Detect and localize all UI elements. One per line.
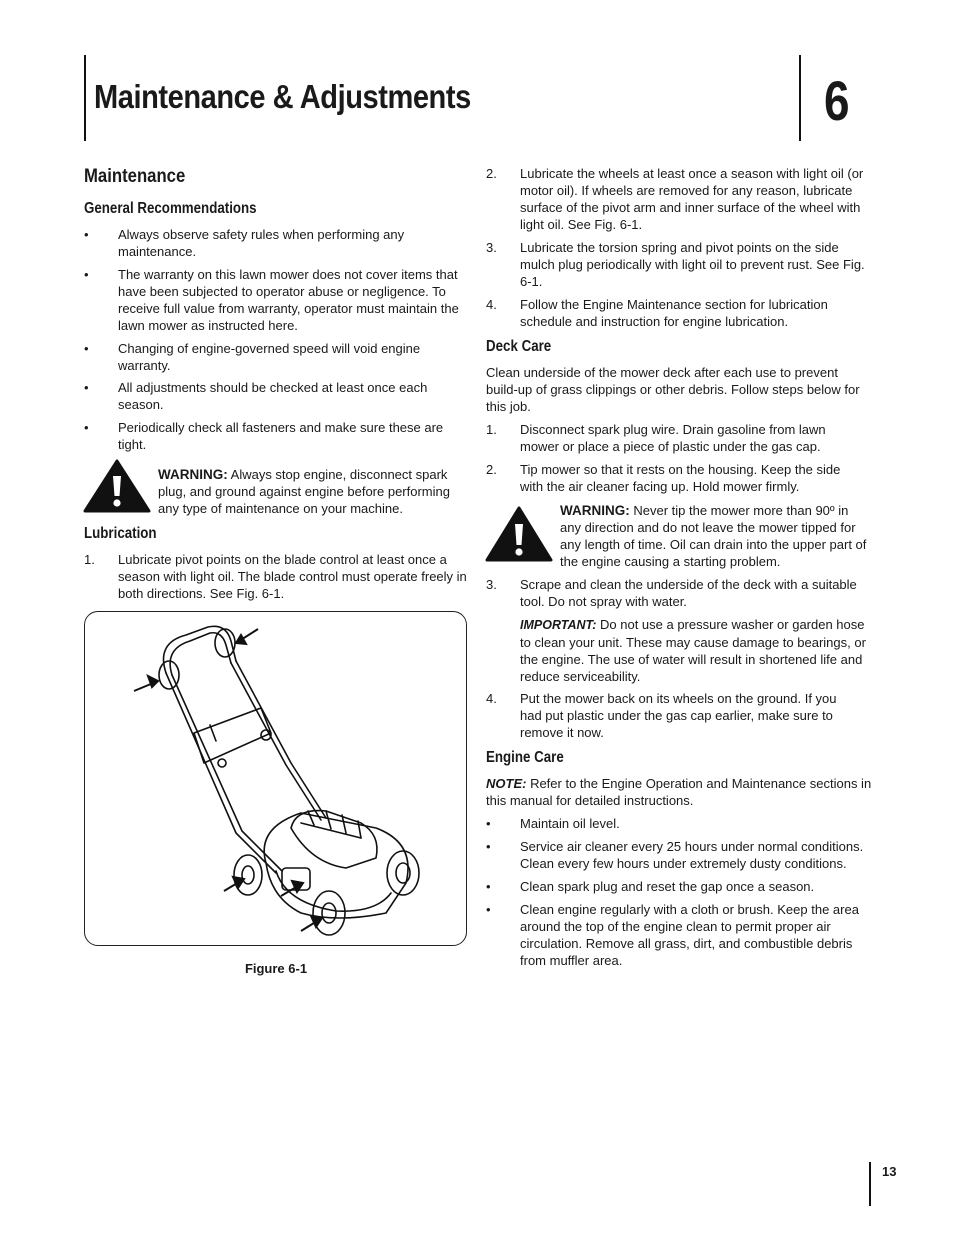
important-note bbox=[520, 616, 872, 685]
heading-lubrication: Lubrication bbox=[84, 525, 157, 542]
heading-engine-care: Engine Care bbox=[486, 749, 564, 766]
bullet-text: Clean engine regularly with a cloth or brush. Keep the area around the top of the engine clean to permit proper air circulation. Remove all grass, dirt, and combustible debris from muffler area. bbox=[520, 902, 859, 968]
bullet-text: The warranty on this lawn mower does not cover items that have been subjected to operator abuse or negligence. To receive full value from warranty, operator must maintain the lawn mower as instructed here. bbox=[118, 267, 459, 333]
item-text: Lubricate the wheels at least once a season with light oil (or motor oil). If wheels are removed for any reason, lubricate surface of the pivot arm and inner surface of the wheel with light oil. See Fig. 6-1. bbox=[520, 166, 864, 232]
item-text: Lubricate the torsion spring and pivot points on the side mulch plug periodically with light oil to prevent rust. See Fig. 6-1. bbox=[520, 240, 865, 289]
bullet-text: Changing of engine-governed speed will void engine warranty. bbox=[118, 341, 421, 373]
warning-body: Always stop engine, disconnect spark plug, and ground against engine before performing any type of maintenance on your machine. bbox=[158, 467, 450, 516]
section-title-maintenance: Maintenance bbox=[84, 166, 186, 187]
item-number: 2. bbox=[486, 462, 497, 477]
item-number: 3. bbox=[486, 577, 497, 592]
bullet-text: Periodically check all fasteners and make sure these are tight. bbox=[118, 420, 444, 452]
bullet-marker: • bbox=[84, 420, 89, 435]
warning-triangle-icon bbox=[82, 458, 152, 514]
warning-label: WARNING: bbox=[560, 503, 630, 518]
engine-care-note bbox=[486, 775, 872, 809]
heading-general-recommendations: General Recommendations bbox=[84, 200, 257, 217]
figure-caption: Figure 6-1 bbox=[244, 961, 308, 976]
heading-deck-care: Deck Care bbox=[486, 338, 552, 355]
page-number: 13 bbox=[882, 1164, 897, 1179]
important-body: Do not use a pressure washer or garden hose to clean your unit. These may cause damage to bearings, or the engine. The use of water will result in shortened life and reduce serviceability. bbox=[520, 617, 866, 684]
important-label: IMPORTANT: bbox=[520, 618, 597, 632]
item-text: Tip mower so that it rests on the housing. Keep the side with the air cleaner facing up. Hold mower firmly. bbox=[520, 462, 841, 494]
item-text: Scrape and clean the underside of the deck with a suitable tool. Do not spray with water. bbox=[520, 577, 857, 609]
bullet-marker: • bbox=[84, 227, 89, 242]
bullet-marker: • bbox=[486, 902, 491, 917]
chapter-title: Maintenance & Adjustments bbox=[94, 78, 471, 115]
lawn-mower-illustration bbox=[86, 613, 466, 944]
bullet-marker: • bbox=[84, 341, 89, 356]
item-number: 4. bbox=[486, 297, 497, 312]
chapter-number: 6 bbox=[824, 69, 850, 132]
bullet-text: All adjustments should be checked at least once each season. bbox=[118, 380, 428, 412]
bullet-text: Service air cleaner every 25 hours under normal conditions. Clean every few hours under extremely dusty conditions. bbox=[520, 839, 864, 871]
warning-text-tipping bbox=[560, 502, 872, 570]
item-number: 3. bbox=[486, 240, 497, 255]
bullet-marker: • bbox=[486, 879, 491, 894]
bullet-text: Always observe safety rules when performing any maintenance. bbox=[118, 227, 405, 259]
deck-care-intro: Clean underside of the mower deck after each use to prevent build-up of grass clippings or other debris. Follow steps below for this job. bbox=[486, 365, 860, 414]
item-text: Lubricate pivot points on the blade control at least once a season with light oil. The blade control must operate freely in both directions. See Fig. 6-1. bbox=[118, 552, 467, 601]
item-text: Put the mower back on its wheels on the ground. If you had put plastic under the gas cap earlier, make sure to remove it now. bbox=[520, 691, 837, 740]
item-text: Follow the Engine Maintenance section for lubrication schedule and instruction for engine lubrication. bbox=[520, 297, 828, 329]
bullet-marker: • bbox=[84, 380, 89, 395]
bullet-text: Maintain oil level. bbox=[520, 816, 620, 831]
warning-text-maintenance bbox=[158, 466, 470, 517]
note-body: Refer to the Engine Operation and Maintenance sections in this manual for detailed instructions. bbox=[486, 776, 872, 808]
warning-triangle-icon bbox=[484, 505, 554, 563]
warning-body: Never tip the mower more than 90º in any direction and do not leave the mower tipped for any length of time. Oil can drain into the upper part of the engine causing a starting problem. bbox=[560, 503, 867, 569]
bullet-marker: • bbox=[486, 816, 491, 831]
note-label: NOTE: bbox=[486, 776, 527, 791]
header-right-rule bbox=[799, 55, 801, 141]
item-number: 4. bbox=[486, 691, 497, 706]
item-text: Disconnect spark plug wire. Drain gasoline from lawn mower or place a piece of plastic under the gas cap. bbox=[520, 422, 826, 454]
item-number: 1. bbox=[486, 422, 497, 437]
footer-rule bbox=[869, 1162, 871, 1206]
item-number: 2. bbox=[486, 166, 497, 181]
bullet-marker: • bbox=[84, 267, 89, 282]
bullet-marker: • bbox=[486, 839, 491, 854]
header-left-rule bbox=[84, 55, 86, 141]
item-number: 1. bbox=[84, 552, 95, 567]
warning-label: WARNING: bbox=[158, 467, 228, 482]
bullet-text: Clean spark plug and reset the gap once a season. bbox=[520, 879, 815, 894]
